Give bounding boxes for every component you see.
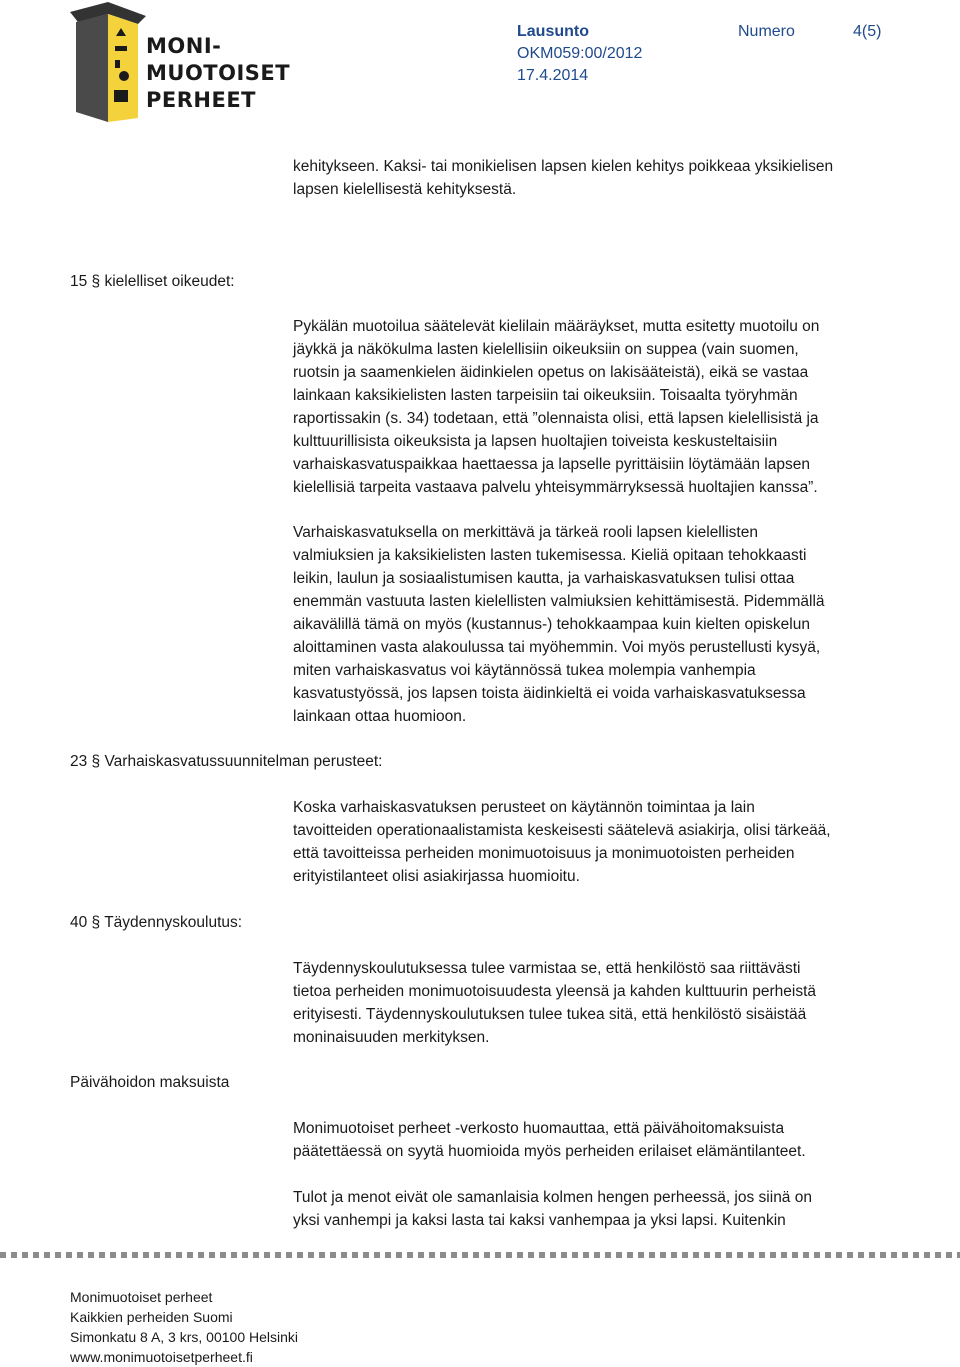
- logo-text-line: MUOTOISET: [146, 61, 291, 85]
- text-line: moninaisuuden merkityksen.: [293, 1029, 490, 1046]
- text-line: kehitykseen. Kaksi- tai monikielisen lapsen kielen kehitys poikkeaa yksikielisen: [293, 158, 834, 175]
- document-date: 17.4.2014: [517, 67, 589, 84]
- text-line: aikavälillä tämä on myös (kustannus-) tehokkaampaa kuin kielten opiskelun: [293, 616, 810, 633]
- text-line: leikin, laulun ja sosiaalistumisen kautta, ja varhaiskasvatuksen tulisi ottaa: [293, 570, 795, 587]
- reference-number: OKM059:00/2012: [517, 45, 643, 62]
- footer-tagline: Kaikkien perheiden Suomi: [70, 1309, 233, 1325]
- text-line: kielellisiä tarpeita vastaava palvelu yhteisymmärryksessä huoltajien kanssa”.: [293, 479, 818, 496]
- text-line: yksi vanhempi ja kaksi lasta tai kaksi vanhempaa ja yksi lapsi. Kuitenkin: [293, 1212, 786, 1229]
- number-label: Numero: [738, 23, 795, 40]
- footer-website-link[interactable]: www.monimuotoisetperheet.fi: [70, 1349, 253, 1365]
- section-label-23: 23 § Varhaiskasvatussuunnitelman perusteet:: [70, 753, 383, 770]
- organization-logo: [68, 2, 291, 122]
- document-type: Lausunto: [517, 23, 589, 40]
- text-line: tavoitteiden operationaalistamista keskeisesti säätelevä asiakirja, olisi tärkeää,: [293, 822, 831, 839]
- footer-address: Simonkatu 8 A, 3 krs, 00100 Helsinki: [70, 1329, 299, 1345]
- text-line: erityistilanteet olisi asiakirjassa huomioitu.: [293, 868, 580, 885]
- paragraph-curriculum: [293, 796, 903, 888]
- footer-divider: [0, 1252, 960, 1258]
- text-line: päätettäessä on syytä huomioida myös perheiden erilaiset elämäntilanteet.: [293, 1143, 806, 1160]
- paragraph-income: [293, 1186, 903, 1232]
- section-label-40: 40 § Täydennyskoulutus:: [70, 914, 243, 931]
- logo-text-line: MONI-: [146, 34, 222, 58]
- text-line: lainkaan kaksikielisten lasten tarpeisiin tai oikeuksiin. Toisaalta työryhmän: [293, 387, 798, 404]
- text-line: Monimuotoiset perheet -verkosto huomauttaa, että päivähoitomaksuista: [293, 1120, 785, 1137]
- text-line: Koska varhaiskasvatuksen perusteet on käytännön toimintaa ja lain: [293, 799, 755, 816]
- text-line: Tulot ja menot eivät ole samanlaisia kolmen hengen perheessä, jos siinä on: [293, 1189, 812, 1206]
- text-line: enemmän vastuuta lasten kielellisten valmiuksien kehittämisestä. Pidemmällä: [293, 593, 825, 610]
- text-line: Varhaiskasvatuksella on merkittävä ja tärkeä rooli lapsen kielellisten: [293, 524, 758, 541]
- paragraph-early-education: [293, 521, 903, 728]
- text-line: että tavoitteissa perheiden monimuotoisuus ja monimuotoisten perheiden: [293, 845, 795, 862]
- text-line: lapsen kielellisestä kehityksestä.: [293, 181, 517, 198]
- text-line: Pykälän muotoilua säätelevät kielilain määräykset, mutta esitetty muotoilu on: [293, 318, 820, 335]
- text-line: varhaiskasvatuspaikkaa haettaessa ja lapselle pyrittäisiin löytämään lapsen: [293, 456, 810, 473]
- text-line: tietoa perheiden monimuotoisuudesta yleensä ja kahden kulttuurin perheistä: [293, 983, 817, 1000]
- paragraph-training: [293, 957, 903, 1049]
- text-line: aloittaminen vasta alakoulussa tai myöhemmin. Voi myös perustellusti kysyä,: [293, 639, 821, 656]
- section-label-15: 15 § kielelliset oikeudet:: [70, 273, 235, 290]
- text-line: jäykkä ja näkökulma lasten kielellisiin oikeuksiin on suppea (vain suomen,: [293, 341, 799, 358]
- text-line: valmiuksien ja kaksikielisten lasten tukemisessa. Kieliä opitaan tehokkaasti: [293, 547, 807, 564]
- text-line: erityisesti. Täydennyskoulutuksen tulee tukea sitä, että henkilöstö sisäistää: [293, 1006, 807, 1023]
- house-icon: [68, 2, 148, 122]
- paragraph-fees: [293, 1117, 903, 1163]
- text-line: Täydennyskoulutuksessa tulee varmistaa se, että henkilöstö saa riittävästi: [293, 960, 801, 977]
- paragraph-language-rights: [293, 315, 903, 499]
- text-line: raportissakin (s. 34) todetaan, että ”olennaista olisi, että lapsen kielellisistä ja: [293, 410, 819, 427]
- logo-text-line: PERHEET: [146, 88, 256, 112]
- text-line: kulttuurillisista oikeuksista ja lapsen huoltajien toiveista keskusteltaisiin: [293, 433, 778, 450]
- intro-paragraph: [293, 155, 903, 201]
- text-line: miten varhaiskasvatus voi käytännössä tukea molempia vanhempia: [293, 662, 756, 679]
- footer-org-name: Monimuotoiset perheet: [70, 1289, 213, 1305]
- page-number: 4(5): [853, 23, 882, 40]
- footer: [70, 1287, 298, 1367]
- text-line: lainkaan ottaa huomioon.: [293, 708, 467, 725]
- text-line: ruotsin ja saamenkielen äidinkielen opetus on lakisääteistä), eikä se vastaa: [293, 364, 809, 381]
- section-label-fees: Päivähoidon maksuista: [70, 1074, 230, 1091]
- text-line: kasvatustyössä, jos lapsen toista äidinkieltä ei voida varhaiskasvatuksessa: [293, 685, 806, 702]
